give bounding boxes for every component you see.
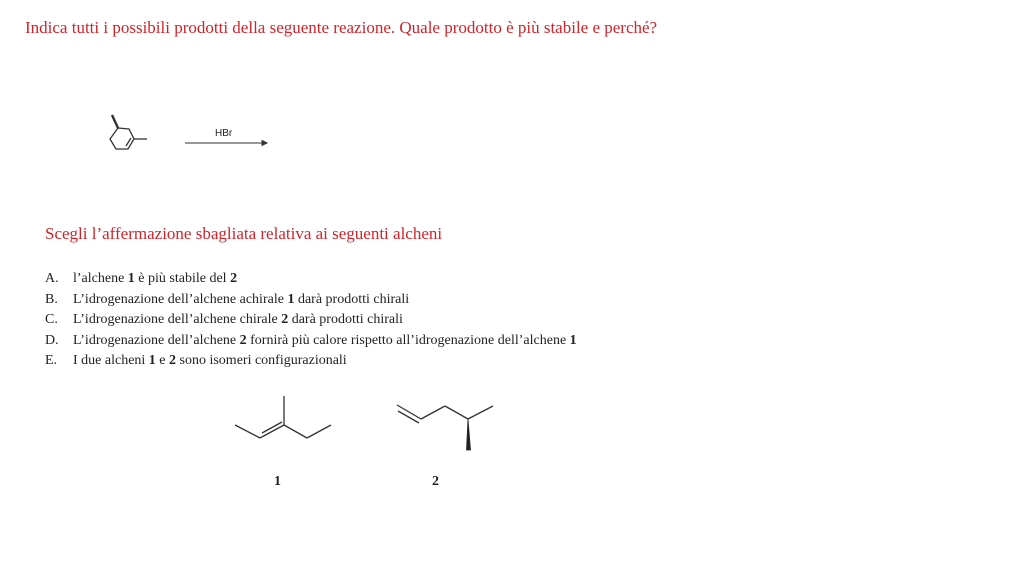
option-text: l’alchene 1 è più stabile del 2 <box>73 271 238 286</box>
alkene-1-structure <box>235 396 331 438</box>
option-a <box>45 269 577 290</box>
option-letter: A. <box>45 271 59 286</box>
option-text: I due alcheni 1 e 2 sono isomeri configurazionali <box>73 353 347 368</box>
question-heading: Indica tutti i possibili prodotti della seguente reazione. Quale prodotto è più stabile e perché? <box>25 18 658 37</box>
reaction-scheme <box>100 108 280 168</box>
option-letter: D. <box>45 332 59 348</box>
section-title: Scegli l’affermazione sbagliata relativa ai seguenti alcheni <box>45 224 443 243</box>
option-e <box>45 351 577 372</box>
reagent-label: HBr <box>215 128 233 139</box>
alkene-1-label: 1 <box>274 474 281 489</box>
methylcyclohexene-structure <box>110 115 147 149</box>
alkene-2-structure <box>397 405 493 450</box>
option-text: L’idrogenazione dell’alchene chirale 2 darà prodotti chirali <box>73 312 403 327</box>
option-letter: B. <box>45 291 58 307</box>
alkene-structures <box>225 390 505 460</box>
option-text: L’idrogenazione dell’alchene 2 fornirà più calore rispetto all’idrogenazione dell’alchene 1 <box>73 332 577 348</box>
option-c <box>45 310 577 331</box>
option-letter: E. <box>45 353 58 368</box>
reaction-arrow <box>185 141 267 146</box>
option-text: L’idrogenazione dell’alchene achirale 1 darà prodotti chirali <box>73 291 410 307</box>
option-d <box>45 331 577 352</box>
option-letter: C. <box>45 312 58 327</box>
alkene-2-label: 2 <box>432 474 439 489</box>
option-b <box>45 290 577 311</box>
options-list <box>45 269 577 372</box>
